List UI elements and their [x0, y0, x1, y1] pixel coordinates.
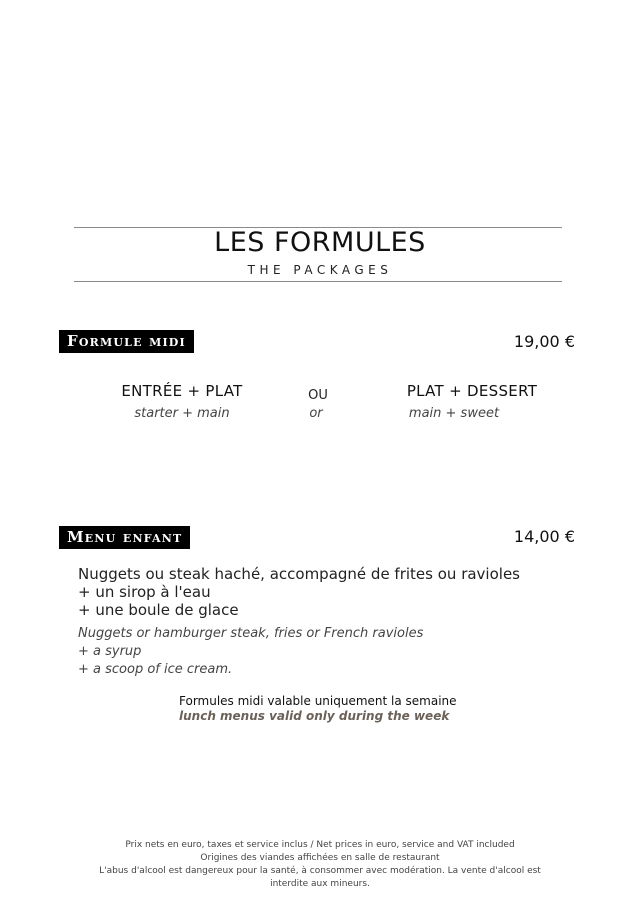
menu-enfant-fr-line: + une boule de glace	[78, 601, 239, 619]
menu-enfant-tag: Menu enfant	[59, 526, 190, 549]
option-separator-translation: or	[309, 406, 323, 421]
footer-alcohol-warning: L'abus d'alcool est dangereux pour la santé, à consommer avec modération. La vente d'alcool est interdite aux mineurs.	[99, 866, 541, 889]
page-title: LES FORMULES	[214, 227, 426, 258]
option-separator: OU	[308, 388, 328, 403]
option-entree-plat: ENTRÉE + PLAT	[121, 382, 243, 400]
menu-enfant-price: 14,00 €	[513, 527, 575, 546]
menu-enfant-en-line: + a syrup	[78, 644, 142, 659]
option-entree-plat-translation: starter + main	[134, 406, 230, 421]
footer-meat-origin-note: Origines des viandes affichées en salle de restaurant	[200, 853, 440, 863]
title-bottom-rule	[74, 281, 562, 282]
formule-midi-tag: Formule midi	[59, 330, 194, 353]
menu-enfant-description-fr	[78, 565, 520, 619]
validity-note-fr: Formules midi valable uniquement la semaine	[179, 694, 457, 708]
menu-enfant-en-line: + a scoop of ice cream.	[78, 662, 233, 677]
menu-enfant-fr-line: + un sirop à l'eau	[78, 583, 211, 601]
menu-enfant-description-en	[78, 625, 423, 679]
option-plat-dessert-translation: main + sweet	[408, 406, 500, 421]
option-plat-dessert: PLAT + DESSERT	[406, 382, 538, 400]
page-subtitle: THE PACKAGES	[247, 263, 393, 277]
footer-prices-note: Prix nets en euro, taxes et service inclus / Net prices in euro, service and VAT included	[125, 840, 515, 850]
menu-enfant-fr-line: Nuggets ou steak haché, accompagné de frites ou ravioles	[78, 565, 520, 583]
formule-midi-price: 19,00 €	[513, 332, 575, 351]
menu-enfant-en-line: Nuggets or hamburger steak, fries or French ravioles	[78, 626, 424, 641]
validity-note-en: lunch menus valid only during the week	[179, 709, 450, 723]
